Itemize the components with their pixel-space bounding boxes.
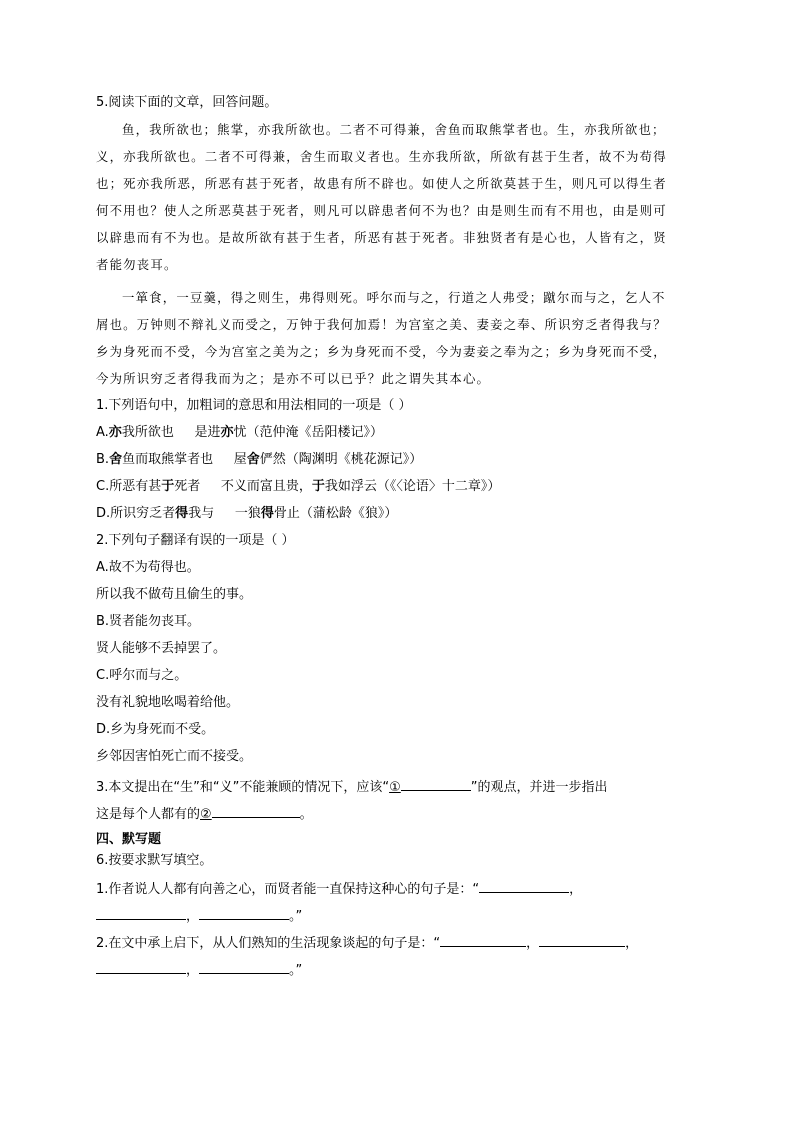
question-2-option-d: D.乡为身死而不受。 — [96, 722, 215, 737]
passage-line: 屑也。万钟则不辩礼义而受之，万钟于我何加焉！为宫室之美、妻妾之奉、所识穷乏者得我与？ — [96, 317, 667, 332]
question-3-line-2: 这是每个人都有的② 。 — [96, 803, 313, 825]
question-6-1-line-1: 1.作者说人人都有向善之心，而贤者能一直保持这种心的句子是：“ ， — [96, 878, 582, 900]
question-1-option-d: D.所识穷乏者得我与 一狼得骨止（蒲松龄《狼》） — [96, 506, 398, 521]
question-6-title: 6.按要求默写填空。 — [96, 853, 213, 868]
question-2-translation-d: 乡邻因害怕死亡而不接受。 — [96, 749, 253, 764]
answer-blank-2[interactable] — [212, 803, 300, 818]
answer-blank[interactable] — [199, 905, 289, 920]
passage-line: 今为所识穷乏者得我而为之；是亦不可以已乎？此之谓失其本心。 — [96, 371, 491, 386]
passage-line: 也；死亦我所恶，所恶有甚于死者，故患有所不辟也。如使人之所欲莫甚于生，则凡可以得生者 — [96, 176, 667, 191]
question-2-option-b: B.贤者能勿丧耳。 — [96, 614, 201, 629]
question-5-title: 5.阅读下面的文章，回答问题。 — [96, 95, 278, 110]
question-2-translation-c: 没有礼貌地吆喝着给他。 — [96, 695, 240, 710]
passage-line: 者能勿丧耳。 — [96, 257, 178, 272]
passage-line: 乡为身死而不受，今为宫室之美为之；乡为身死而不受，今为妻妾之奉为之；乡为身死而不受， — [96, 344, 667, 359]
question-1-option-a: A.亦我所欲也 是进亦忧（范仲淹《岳阳楼记》） — [96, 425, 384, 440]
passage-line: 何不用也？使人之所恶莫甚于死者，则凡可以辟患者何不为也？由是则生而有不用也，由是则可 — [96, 203, 667, 218]
answer-blank[interactable] — [479, 878, 569, 893]
question-2-translation-a: 所以我不做苟且偷生的事。 — [96, 587, 253, 602]
question-1-option-b: B.舍鱼而取熊掌者也 屋舍俨然（陶渊明《桃花源记》） — [96, 452, 423, 467]
question-2-option-c: C.呼尔而与之。 — [96, 668, 188, 683]
answer-blank[interactable] — [199, 959, 289, 974]
question-1-option-c: C.所恶有甚于死者 不义而富且贵，于我如浮云（《〈论语〉十二章》） — [96, 479, 501, 494]
question-2-option-a: A.故不为苟得也。 — [96, 560, 200, 575]
answer-blank[interactable] — [96, 905, 186, 920]
question-6-2-line-1: 2.在文中承上启下，从人们熟知的生活现象谈起的句子是：“ ， ， — [96, 932, 638, 954]
question-2-translation-b: 贤人能够不丢掉罢了。 — [96, 641, 227, 656]
question-6-2-line-2: ， 。” — [96, 959, 302, 981]
question-3-line-1: 3.本文提出在“生”和“义”不能兼顾的情况下，应该“① ”的观点，并进一步指出 — [96, 776, 607, 798]
passage-line: 鱼，我所欲也；熊掌，亦我所欲也。二者不可得兼，舍鱼而取熊掌者也。生，亦我所欲也； — [122, 122, 666, 137]
section-4-heading: 四、默写题 — [96, 832, 162, 847]
answer-blank-1[interactable] — [401, 776, 471, 791]
question-2-stem: 2.下列句子翻译有误的一项是（ ） — [96, 533, 295, 548]
passage-line: 一箪食，一豆羹，得之则生，弗得则死。呼尔而与之，行道之人弗受；蹴尔而与之，乞人不 — [122, 290, 666, 305]
question-1-stem: 1.下列语句中，加粗词的意思和用法相同的一项是（ ） — [96, 398, 412, 413]
answer-blank[interactable] — [440, 932, 526, 947]
answer-blank[interactable] — [539, 932, 625, 947]
passage-line: 义，亦我所欲也。二者不可得兼，舍生而取义者也。生亦我所欲，所欲有甚于生者，故不为苟得 — [96, 149, 667, 164]
passage-line: 以辟患而有不为也。是故所欲有甚于生者，所恶有甚于死者。非独贤者有是心也，人皆有之，贤 — [96, 230, 667, 245]
question-6-1-line-2: ， 。” — [96, 905, 302, 927]
answer-blank[interactable] — [96, 959, 186, 974]
